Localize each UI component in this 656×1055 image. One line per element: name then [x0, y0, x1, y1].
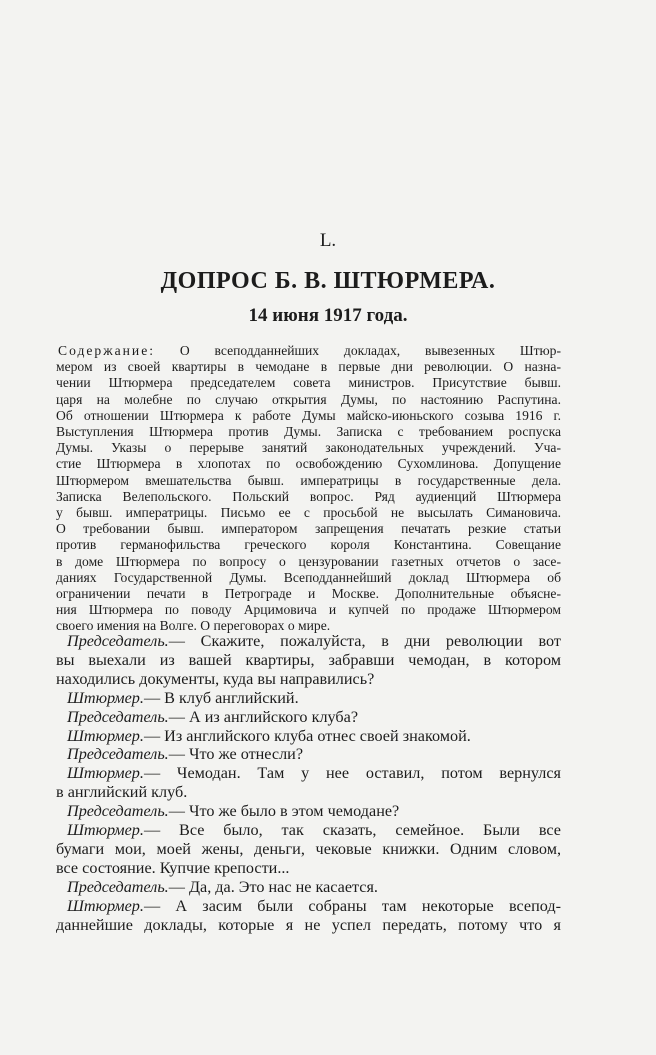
summary-line: в доме Штюрмера по вопросу о цензуровании газетных отчетов о засе-: [56, 553, 561, 569]
summary-line: против германофильства греческого короля Константина. Совещание: [56, 537, 561, 553]
dialogue-line: Штюрмер.— В клуб английский.: [67, 688, 299, 707]
summary-line: мером из своей квартиры в чемодане в первые дни революции. О назна-: [56, 359, 561, 375]
dialogue-line: Председатель.— Что же отнесли?: [67, 745, 304, 764]
summary-line: Об отношении Штюрмера к работе Думы майско-июньского созыва 1916 г.: [56, 407, 561, 423]
dialogue-line: Председатель.— Скажите, пожалуйста, в дни революции вот: [67, 632, 561, 650]
summary-line: О требовании бывш. императором запрещения печатать резкие статьи: [56, 521, 561, 537]
dialogue-line: Штюрмер.— Из английского клуба отнес своей знакомой.: [67, 726, 471, 745]
dialogue-line: в английский клуб.: [56, 783, 188, 802]
speaker-name: Председатель.: [67, 877, 169, 896]
summary-line: даниях Государственной Думы. Всеподданнейший доклад Штюрмера об: [56, 569, 561, 585]
dialogue-line: бумаги мои, моей жены, деньги, чековые книжки. Одним словом,: [56, 839, 561, 858]
summary-line: чении Штюрмера председателем совета министров. Присутствие бывш.: [56, 375, 561, 391]
speaker-name: Председатель.: [67, 707, 169, 726]
speaker-name: Председатель.: [67, 802, 169, 821]
speaker-name: Штюрмер.: [67, 764, 144, 783]
speaker-name: Штюрмер.: [67, 821, 144, 840]
dialogue-line: Штюрмер.— А засим были собраны там некоторые всепод-: [67, 896, 561, 915]
dialogue-line: Председатель.— Что же было в этом чемодане?: [67, 802, 400, 821]
summary-line: Записка Велепольского. Польский вопрос. Ряд аудиенций Штюрмера: [56, 488, 561, 504]
summary-line: Выступления Штюрмера против Думы. Записка с требованием роспуска: [56, 424, 561, 440]
interrogation-date: 14 июня 1917 года.: [248, 305, 408, 326]
summary-line: стие Штюрмера в хлопотах по освобождению Сухомлинова. Допущение: [56, 456, 561, 472]
speaker-name: Председатель.: [67, 745, 169, 764]
dialogue-line: Штюрмер.— Все было, так сказать, семейное. Были все: [67, 821, 561, 840]
dialogue-line: Председатель.— Да, да. Это нас не касается.: [67, 877, 378, 896]
summary-label: Содержание:: [58, 343, 156, 358]
summary-line: Думы. Указы о перерыве занятий законодательных учреждений. Уча-: [56, 440, 561, 456]
summary-line: у бывш. императрицы. Письмо ее с просьбой не высылать Симановича.: [56, 505, 561, 521]
summary-line: ограничении печати в Петрограде и Москве. Дополнительные объясне-: [56, 586, 561, 602]
dialogue-line: все состояние. Купчие крепости...: [56, 858, 290, 877]
speaker-name: Председатель.: [67, 632, 169, 650]
dialogue-line: Председатель.— А из английского клуба?: [67, 707, 359, 726]
dialogue-line: даннейшие доклады, которые я не успел передать, потому что я: [56, 915, 561, 934]
dialogue-line: Штюрмер.— Чемодан. Там у нее оставил, потом вернулся: [67, 764, 561, 783]
chapter-number: L.: [319, 230, 337, 251]
summary-block: [56, 343, 561, 635]
summary-line: Штюрмером вмешательства бывш. императрицы в государственные дела.: [56, 472, 561, 488]
page-title: ДОПРОС Б. В. ШТЮРМЕРА.: [160, 268, 496, 294]
summary-line: ния Штюрмера по поводу Арцимовича и купчей по продаже Штюрмером: [56, 602, 561, 618]
speaker-name: Штюрмер.: [67, 688, 144, 707]
dialogue-line: вы выехали из вашей квартиры, забравши чемодан, в котором: [56, 650, 561, 669]
dialogue-block: [56, 632, 561, 935]
dialogue-line: находились документы, куда вы направились?: [56, 669, 375, 688]
summary-line: Содержание: О всеподданнейших докладах, вывезенных Штюр-: [58, 343, 561, 358]
summary-line: своего имения на Волге. О переговорах о мире.: [56, 618, 331, 634]
summary-line: царя на молебне по случаю открытия Думы, по настоянию Распутина.: [56, 391, 561, 407]
speaker-name: Штюрмер.: [67, 726, 144, 745]
speaker-name: Штюрмер.: [67, 896, 144, 915]
